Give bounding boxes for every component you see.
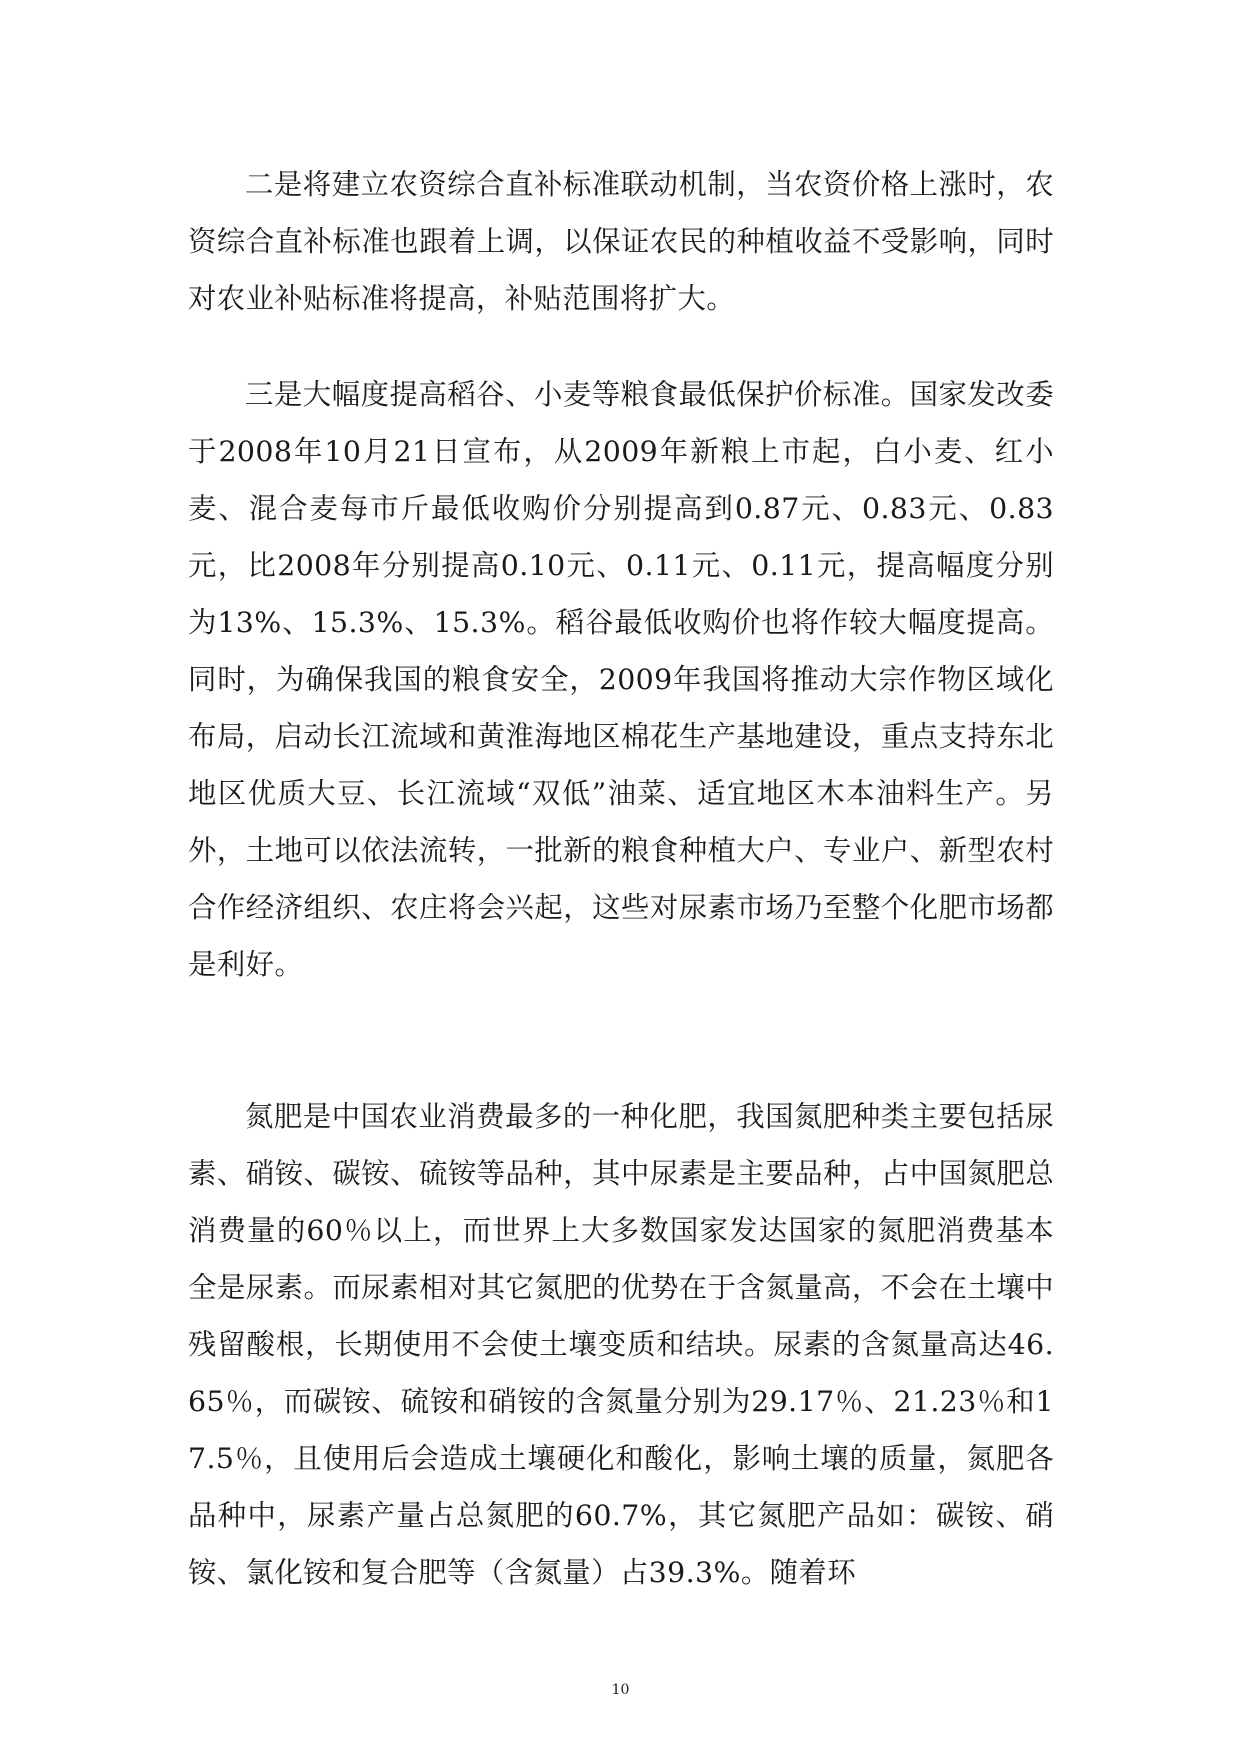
paragraph-subsidy-linkage: 二是将建立农资综合直补标准联动机制，当农资价格上涨时，农资综合直补标准也跟着上调，以保证农民的种植收益不受影响，同时对农业补贴标准将提高，补贴范围将扩大。: [188, 168, 1054, 315]
paragraph-nitrogen-fertilizer: 氮肥是中国农业消费最多的一种化肥，我国氮肥种类主要包括尿素、硝铵、碳铵、硫铵等品种，其中尿素是主要品种，占中国氮肥总消费量的60％以上，而世界上大多数国家发达国家的氮肥消费基本全是尿素。而尿素相对其它氮肥的优势在于含氮量高，不会在土壤中残留酸根，长期使用不会使土壤变质和结块。尿素的含氮量高达46.65％，而碳铵、硫铵和硝铵的含氮量分别为29.17％、21.23％和17.5％，且使用后会造成土壤硬化和酸化，影响土壤的质量，氮肥各品种中，尿素产量占总氮肥的60.7%，其它氮肥产品如：碳铵、硝铵、氯化铵和复合肥等（含氮量）占39.3%。随着环: [188, 1100, 1054, 1589]
paragraph-minimum-price: 三是大幅度提高稻谷、小麦等粮食最低保护价标准。国家发改委于2008年10月21日宣布，从2009年新粮上市起，白小麦、红小麦、混合麦每市斤最低收购价分别提高到0.87元、0.83元、0.83元，比2008年分别提高0.10元、0.11元、0.11元，提高幅度分别为13%、15.3%、15.3%。稻谷最低收购价也将作较大幅度提高。同时，为确保我国的粮食安全，2009年我国将推动大宗作物区域化布局，启动长江流域和黄淮海地区棉花生产基地建设，重点支持东北地区优质大豆、长江流域“双低”油菜、适宜地区木本油料生产。另外，土地可以依法流转，一批新的粮食种植大户、专业户、新型农村合作经济组织、农庄将会兴起，这些对尿素市场乃至整个化肥市场都是利好。: [188, 378, 1054, 981]
page-number: 10: [611, 1682, 630, 1698]
